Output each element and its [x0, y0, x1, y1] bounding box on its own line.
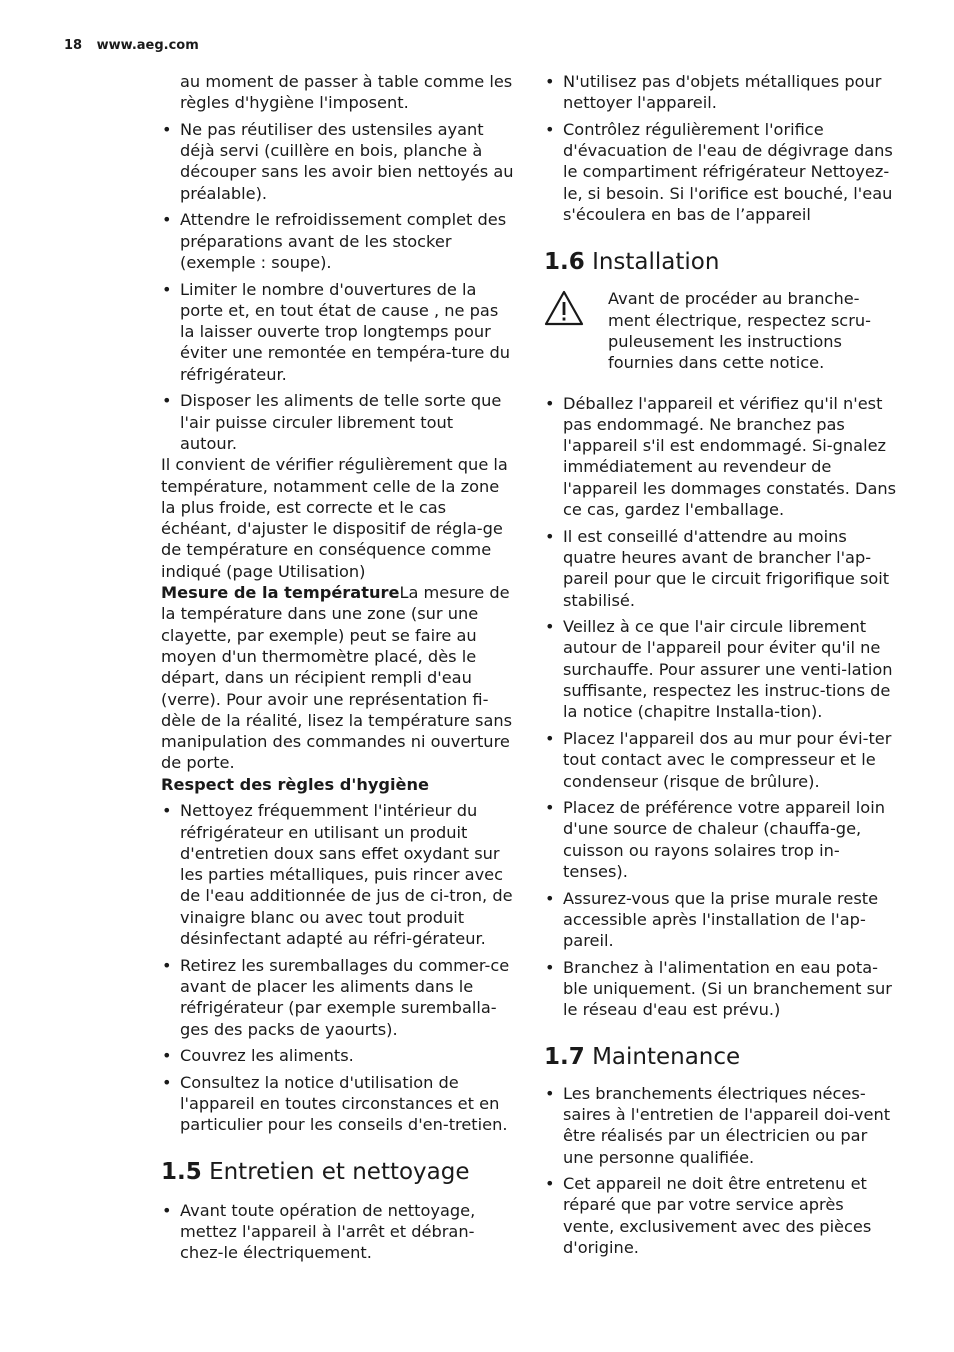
page-header [64, 38, 199, 53]
bullet-icon: • [162, 1072, 172, 1092]
bullet-icon: • [162, 210, 172, 230]
warning-triangle-icon [544, 290, 584, 331]
bullet-icon: • [545, 798, 555, 818]
bullet-icon: • [162, 279, 172, 299]
right-column [544, 71, 898, 1258]
warning-box [544, 288, 898, 373]
bullet-icon: • [162, 391, 172, 411]
continuation-text: au moment de passer à table comme les règles d'hygiène l'imposent. [180, 72, 513, 113]
list-item: • Placez l'appareil dos au mur pour évi-ter tout contact avec le compresseur et le condenseur (risque de brûlure). [545, 728, 892, 791]
bullet-icon: • [162, 119, 172, 139]
temperature-check-paragraph: Il convient de vérifier régulièrement que la température, notamment celle de la zone la plus froide, est correcte et le cas échéant, d'ajuster le dispositif de régla-ge de température en conséquence comme indiqué (page Utilisation) [161, 455, 508, 581]
section-heading-maintenance: 1.7 Maintenance [544, 1043, 741, 1070]
bullet-icon: • [162, 1046, 172, 1066]
bullet-icon: • [545, 728, 555, 748]
bullet-icon: • [545, 617, 555, 637]
temperature-measure-title: Mesure de la température [161, 583, 400, 603]
bullet-icon: • [545, 526, 555, 546]
list-item: • Consultez la notice d'utilisation de l'appareil en toutes circonstances et en particulier pour les conseils d'en-tretien. [162, 1072, 508, 1135]
hygiene-rules-title: Respect des règles d'hygiène [161, 774, 430, 794]
bullet-icon: • [162, 801, 172, 821]
section-heading-entretien: 1.5 Entretien et nettoyage [161, 1158, 470, 1185]
list-item: • Branchez à l'alimentation en eau pota-ble uniquement. (Si un branchement sur le réseau d'eau est prévu.) [545, 957, 892, 1020]
installation-list [544, 393, 898, 1021]
bullet-icon: • [545, 393, 555, 413]
hygiene-rules-list [161, 800, 515, 1135]
warning-text: Avant de procéder au branche-ment électrique, respectez scru-puleusement les instructions fournies dans cette notice. [608, 289, 871, 373]
list-item: • N'utilisez pas d'objets métalliques pour nettoyer l'appareil. [545, 72, 882, 113]
website-url: www.aeg.com [96, 38, 199, 53]
list-item: • Ne pas réutiliser des ustensiles ayant déjà servi (cuillère en bois, planche à découper sans les avoir bien nettoyés au préalable). [162, 119, 514, 203]
bullet-icon: • [545, 888, 555, 908]
list-item: • Cet appareil ne doit être entretenu et réparé que par votre service après vente, exclusivement avec des pièces d'origine. [545, 1174, 872, 1258]
list-item: • Retirez les suremballages du commer-ce avant de placer les aliments dans le réfrigérateur (par exemple suremballa-ges des packs de yaourts). [162, 955, 510, 1039]
list-item: • Déballez l'appareil et vérifiez qu'il n'est pas endommagé. Ne branchez pas l'appareil s'il est endommagé. Si-gnalez immédiatement au revendeur de l'appareil les dommages constatés. Dans ce cas, gardez l'emballage. [545, 393, 897, 520]
maintenance-list [544, 1083, 898, 1259]
bullet-icon: • [162, 1200, 172, 1220]
list-item: • Couvrez les aliments. [162, 1046, 354, 1066]
list-item: • Attendre le refroidissement complet des préparations avant de les stocker (exemple : soupe). [162, 210, 507, 272]
list-item: • Les branchements électriques néces-saires à l'entretien de l'appareil doi-vent être réalisés par un électricien ou par une personne qualifiée. [545, 1083, 891, 1167]
left-column [161, 71, 515, 1264]
list-item: • Avant toute opération de nettoyage, mettez l'appareil à l'arrêt et débran-chez-le électriquement. [162, 1200, 476, 1263]
list-item: • Assurez-vous que la prise murale reste accessible après l'installation de l'ap-pareil. [545, 888, 879, 951]
bullet-icon: • [545, 119, 555, 139]
list-item: • Limiter le nombre d'ouvertures de la porte et, en tout état de cause , ne pas la laisser ouverte trop longtemps pour éviter une remontée en tempéra-ture du réfrigérateur. [162, 279, 511, 384]
hygiene-tips-list [161, 119, 515, 454]
bullet-icon: • [162, 955, 172, 975]
bullet-icon: • [545, 1174, 555, 1194]
list-item: • Veillez à ce que l'air circule librement autour de l'appareil pour éviter qu'il ne surchauffe. Pour assurer une venti-lation suffisante, respectez les instruc-tions de la notice (chapitre Installa-tion). [545, 617, 893, 722]
list-item: • Nettoyez fréquemment l'intérieur du réfrigérateur en utilisant un produit d'entretien doux sans effet oxydant sur les parties métalliques, puis rincer avec de l'eau additionnée de jus de ci-tron, de vinaigre blanc ou avec tout produit désinfectant adapté au réfri-gérateur. [162, 801, 513, 949]
cleaning-list [161, 1200, 515, 1264]
temperature-measure-text: La mesure de la température dans une zone (sur une clayette, par exemple) peut se faire au moyen d'un thermomètre placé, dès le départ, dans un récipient rempli d'eau (verre). Pour avoir une représentation fi-dèle de la réalité, lisez la température sans manipulation des commandes ni ouverture de porte. [161, 583, 513, 773]
section-heading-installation: 1.6 Installation [544, 249, 720, 276]
list-item: • Contrôlez régulièrement l'orifice d'évacuation de l'eau de dégivrage dans le compartiment réfrigérateur Nettoyez-le, si besoin. Si l'orifice est bouché, l'eau s'écoulera en bas de l’appareil [545, 119, 893, 225]
list-item: • Il est conseillé d'attendre au moins quatre heures avant de brancher l'ap-pareil pour que le circuit frigorifique soit stabilisé. [545, 526, 890, 610]
list-item: • Disposer les aliments de telle sorte que l'air puisse circuler librement tout autour. [162, 391, 502, 453]
bullet-icon: • [545, 957, 555, 977]
cleaning-list-continued [544, 71, 898, 225]
page-number: 18 [64, 38, 83, 53]
bullet-icon: • [545, 72, 555, 91]
bullet-icon: • [545, 1083, 555, 1103]
temperature-measure-paragraph [161, 582, 515, 774]
list-item: • Placez de préférence votre appareil loin d'une source de chaleur (chauffa-ge, cuisson ou rayons solaires trop in-tenses). [545, 798, 885, 881]
